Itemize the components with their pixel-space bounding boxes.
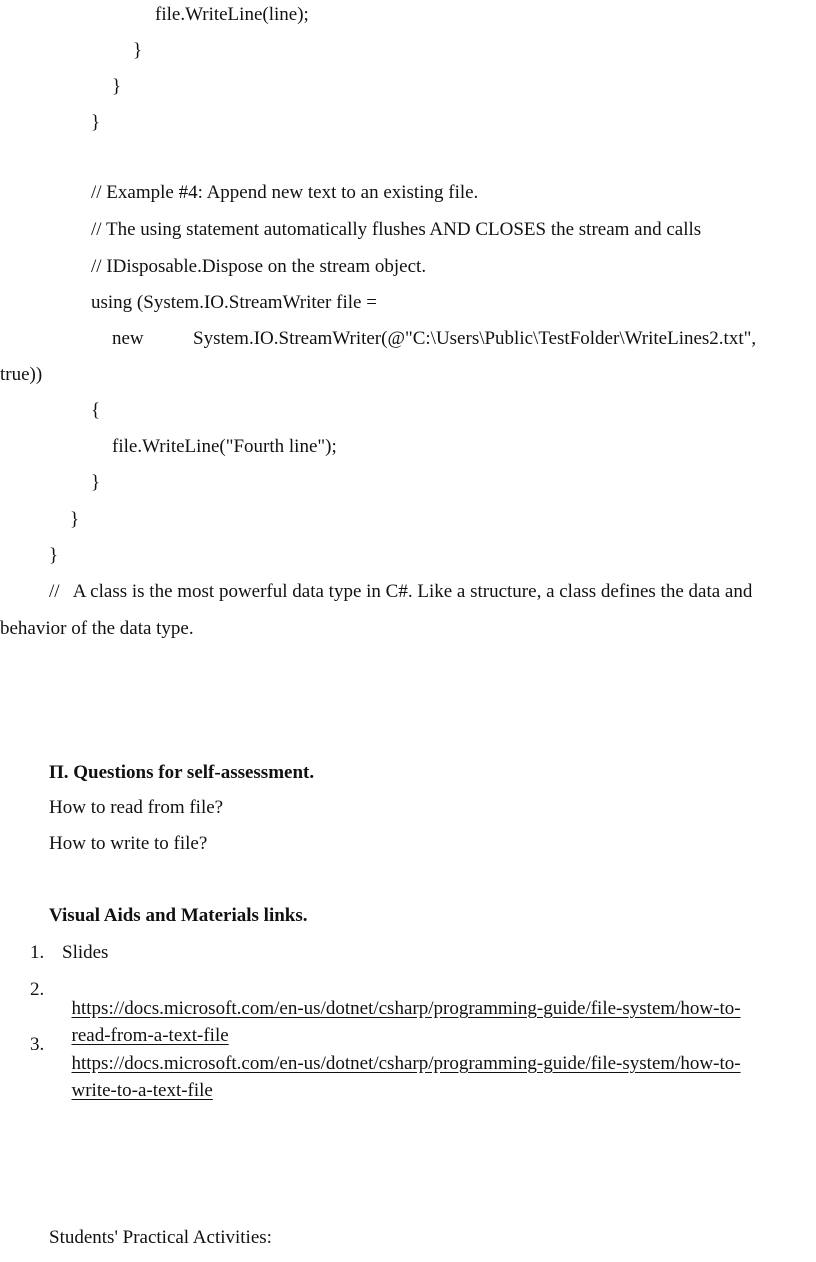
question-item: How to read from file?	[49, 797, 224, 818]
code-line: file.WriteLine("Fourth line");	[112, 436, 337, 457]
code-line: System.IO.StreamWriter(@"C:\Users\Public\TestFolder\WriteLines2.txt",	[193, 328, 757, 349]
comment-paragraph-line: behavior of the data type.	[0, 618, 194, 639]
list-number: 2.	[30, 979, 45, 1000]
code-line: true))	[0, 364, 43, 385]
activities-heading: Students' Practical Activities:	[49, 1227, 272, 1248]
list-number: 3.	[30, 1034, 45, 1055]
link-text-line[interactable]: https://docs.microsoft.com/en-us/dotnet/csharp/programming-guide/file-system/how-to-	[71, 1053, 741, 1074]
code-line: }	[91, 112, 101, 133]
code-comment-line: // The using statement automatically flushes AND CLOSES the stream and calls	[91, 219, 702, 240]
materials-link-write-cont[interactable]	[62, 1062, 213, 1100]
code-comment-line: // Example #4: Append new text to an existing file.	[91, 182, 479, 203]
question-item: How to write to file?	[49, 833, 208, 854]
code-line: file.WriteLine(line);	[155, 4, 309, 25]
code-line: {	[91, 400, 101, 421]
link-text-line[interactable]: read-from-a-text-file	[71, 1025, 229, 1046]
code-line: using (System.IO.StreamWriter file =	[91, 292, 377, 313]
code-comment-line: // IDisposable.Dispose on the stream object.	[91, 256, 427, 277]
code-line: }	[133, 40, 143, 61]
materials-heading: Visual Aids and Materials links.	[49, 905, 308, 926]
link-text-line[interactable]: https://docs.microsoft.com/en-us/dotnet/csharp/programming-guide/file-system/how-to-	[71, 998, 741, 1019]
code-line: new	[112, 328, 144, 349]
materials-item-slides: Slides	[62, 942, 109, 963]
code-line: }	[112, 76, 122, 97]
comment-paragraph-line: // A class is the most powerful data type in C#. Like a structure, a class defines the data and	[49, 581, 753, 602]
code-line: }	[49, 545, 59, 566]
code-line: }	[70, 509, 80, 530]
list-number: 1.	[30, 942, 45, 963]
code-line: }	[91, 472, 101, 493]
link-text-line[interactable]: write-to-a-text-file	[71, 1080, 213, 1101]
questions-heading: П. Questions for self-assessment.	[49, 762, 315, 783]
